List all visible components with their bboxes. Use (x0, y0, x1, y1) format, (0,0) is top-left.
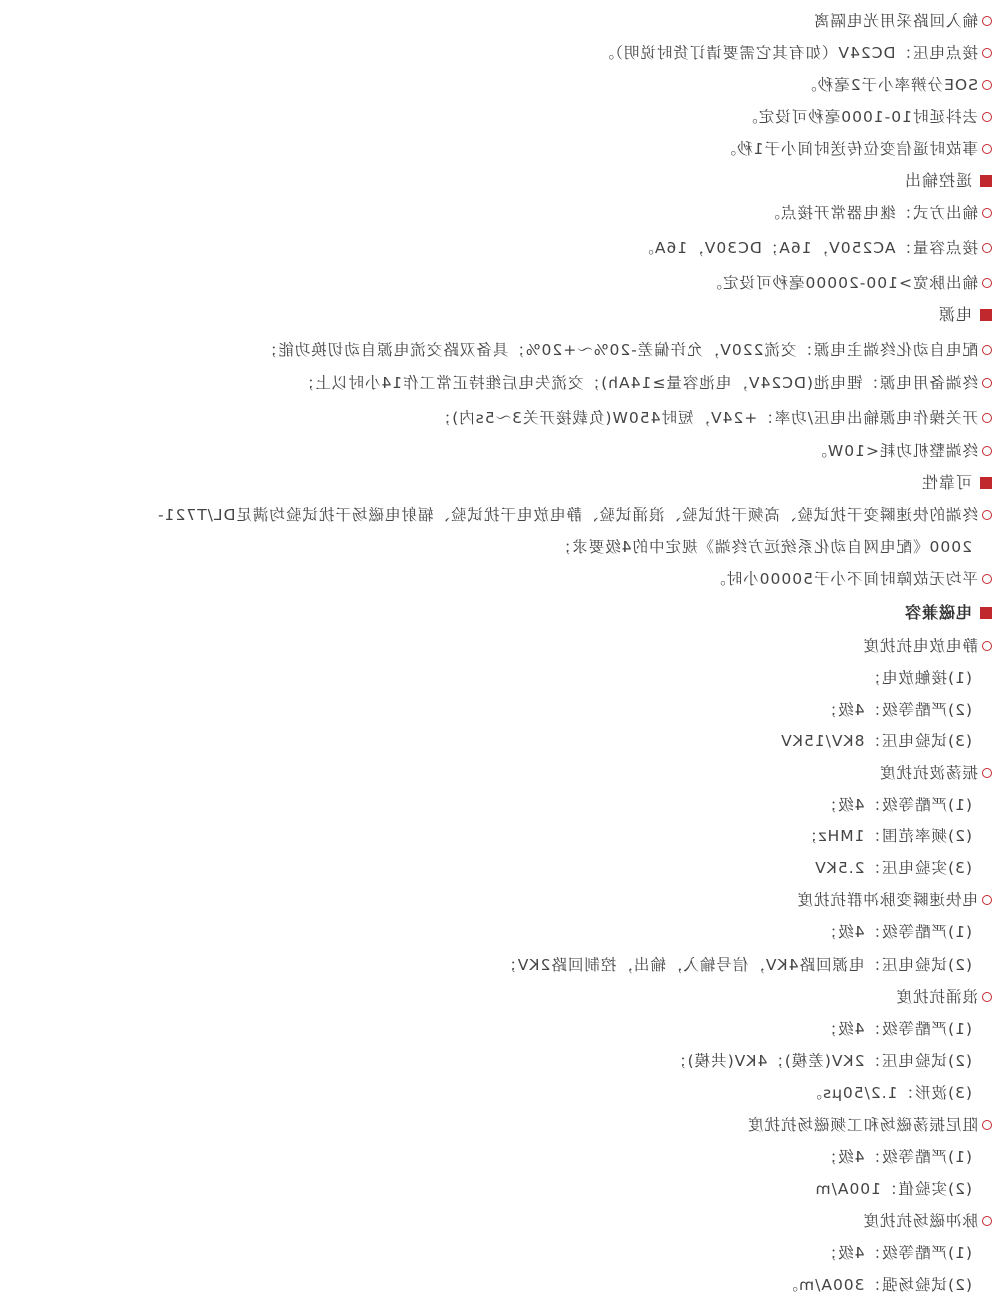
sub-item-row (865, 663, 972, 693)
bullet-row (706, 268, 992, 298)
bullet-row (298, 368, 992, 398)
row-text: 去抖延时10-1000毫秒可设定。 (741, 108, 978, 126)
section-heading-text: 可靠性 (920, 473, 972, 492)
row-text: 输出方式：继电器常开接点。 (763, 204, 978, 222)
sub-item-row (821, 790, 972, 820)
circle-bullet-icon (982, 895, 992, 905)
bullet-row (709, 564, 992, 594)
row-text: 阻尼振荡磁场和工频磁场抗扰度 (746, 1116, 978, 1134)
sub-item-row (801, 821, 972, 851)
continuation-row (555, 532, 972, 562)
row-text: 输出脉宽>100-20000毫秒可设定。 (705, 274, 978, 292)
square-bullet-icon (980, 175, 992, 187)
row-text: (3)试验电压：8KV/15KV (780, 732, 972, 750)
circle-bullet-icon (982, 80, 992, 90)
row-text: 终端备用电源：锂电池(DC24V，电池容量≥14Ah)；交流失电后维持正常工作14小时以上； (297, 374, 978, 392)
row-text: (2)实验值：100A/m (814, 1180, 972, 1198)
row-text: (1)严酷等级：4级； (820, 1020, 972, 1038)
circle-bullet-icon (982, 641, 992, 651)
circle-bullet-icon (982, 446, 992, 456)
bullet-row (435, 403, 992, 433)
row-text: 开关操作电源输出电压/功率：+24V，短时450W(负载接开关3～5s内)； (434, 409, 978, 427)
row-text: 静电放电抗扰度 (862, 637, 978, 655)
sub-item-row (670, 1046, 972, 1076)
circle-bullet-icon (982, 243, 992, 253)
bullet-row (800, 70, 992, 100)
sub-item-row (821, 1014, 972, 1044)
row-text: SOE分辨率小于2毫秒。 (800, 76, 978, 94)
row-text: 输入回路采用光电隔离 (812, 12, 978, 30)
circle-bullet-icon (982, 768, 992, 778)
row-text: (1)严酷等级：4级； (820, 923, 972, 941)
section-heading-power (938, 300, 992, 330)
circle-bullet-icon (982, 378, 992, 388)
circle-bullet-icon (982, 510, 992, 520)
bullet-row (157, 500, 992, 530)
bullet-row (763, 198, 992, 228)
bullet-row (261, 335, 992, 365)
circle-bullet-icon (982, 992, 992, 1002)
row-text: (2)试验场强：300A/m。 (781, 1276, 972, 1294)
bullet-row (895, 982, 992, 1012)
section-heading-reliability (921, 468, 992, 498)
row-text: 振荡波抗扰度 (878, 764, 978, 782)
bullet-row (813, 6, 992, 36)
sub-item-row (780, 726, 972, 756)
sub-item-row (814, 853, 972, 883)
circle-bullet-icon (982, 278, 992, 288)
row-text: 接点电压：DC24V（如有其它需要请订货时说明）。 (597, 44, 978, 62)
circle-bullet-icon (982, 345, 992, 355)
bullet-row (747, 1110, 992, 1140)
row-text: (2)频率范围：1MHz； (801, 827, 972, 845)
row-text: (3)波形：1.2/50μs。 (805, 1084, 972, 1102)
bullet-row (598, 38, 992, 68)
square-bullet-icon (980, 607, 992, 619)
sub-item-row (821, 1142, 972, 1172)
section-heading-text: 电源 (937, 305, 972, 324)
section-heading-emc (904, 598, 992, 628)
section-heading-text: 遥控输出 (903, 171, 972, 190)
circle-bullet-icon (982, 1120, 992, 1130)
row-text: (1)严酷等级：4级； (820, 1244, 972, 1262)
circle-bullet-icon (982, 208, 992, 218)
sub-item-row (821, 695, 972, 725)
row-text: 电快速瞬变脉冲群抗扰度 (796, 891, 978, 909)
circle-bullet-icon (982, 48, 992, 58)
square-bullet-icon (980, 477, 992, 489)
bullet-row (810, 436, 992, 466)
row-text: (1)严酷等级：4级； (820, 1148, 972, 1166)
section-heading-text: 电磁兼容 (903, 603, 972, 622)
bullet-row (862, 631, 992, 661)
sub-item-row (821, 1238, 972, 1268)
row-text: 2000《配电网自动化系统远方终端》规定中的4级要求； (554, 538, 972, 556)
row-text: 配电自动化终端主电源：交流220V，允许偏差-20%～+20%；具备双路交流电源自动切换功能； (260, 341, 978, 359)
section-heading-remote-control (904, 166, 992, 196)
circle-bullet-icon (982, 1216, 992, 1226)
row-text: 平均无故障时间不小于50000小时。 (709, 570, 978, 588)
sub-item-row (815, 1174, 972, 1204)
square-bullet-icon (980, 309, 992, 321)
row-text: (1)接触放电； (864, 669, 972, 687)
circle-bullet-icon (982, 112, 992, 122)
circle-bullet-icon (982, 413, 992, 423)
bullet-row (637, 233, 992, 263)
bullet-row (879, 758, 992, 788)
circle-bullet-icon (982, 574, 992, 584)
bullet-row (720, 134, 992, 164)
bullet-row (796, 885, 992, 915)
sub-item-row (806, 1078, 973, 1108)
sub-item-row (500, 950, 972, 980)
row-text: (2)严酷等级：4级； (820, 701, 972, 719)
circle-bullet-icon (982, 144, 992, 154)
row-text: (2)试验电压：电源回路4KV，信号输入，输出，控制回路2KV； (500, 956, 972, 974)
row-text: (2)试验电压：2KV(差模)；4KV(共模)； (670, 1052, 972, 1070)
row-text: 浪涌抗扰度 (895, 988, 978, 1006)
row-text: 终端的快速瞬变干扰试验、高频干扰试验、浪涌试验、静电放电干扰试验、辐射电磁场干扰试验均满足DL/T721- (157, 506, 978, 524)
sub-item-row (821, 917, 972, 947)
sub-item-row (782, 1270, 972, 1300)
row-text: (3)实验电压：2.5KV (814, 859, 972, 877)
bullet-row (862, 1206, 992, 1236)
row-text: 终端整机功耗<10W。 (810, 442, 978, 460)
circle-bullet-icon (982, 16, 992, 26)
bullet-row (741, 102, 992, 132)
row-text: 脉冲磁场抗扰度 (862, 1212, 978, 1230)
row-text: 接点容量：AC250V，16A；DC30V，16A。 (637, 239, 978, 257)
row-text: (1)严酷等级：4级； (820, 796, 972, 814)
row-text: 事故时遥信变位传送时间小于1秒。 (719, 140, 978, 158)
